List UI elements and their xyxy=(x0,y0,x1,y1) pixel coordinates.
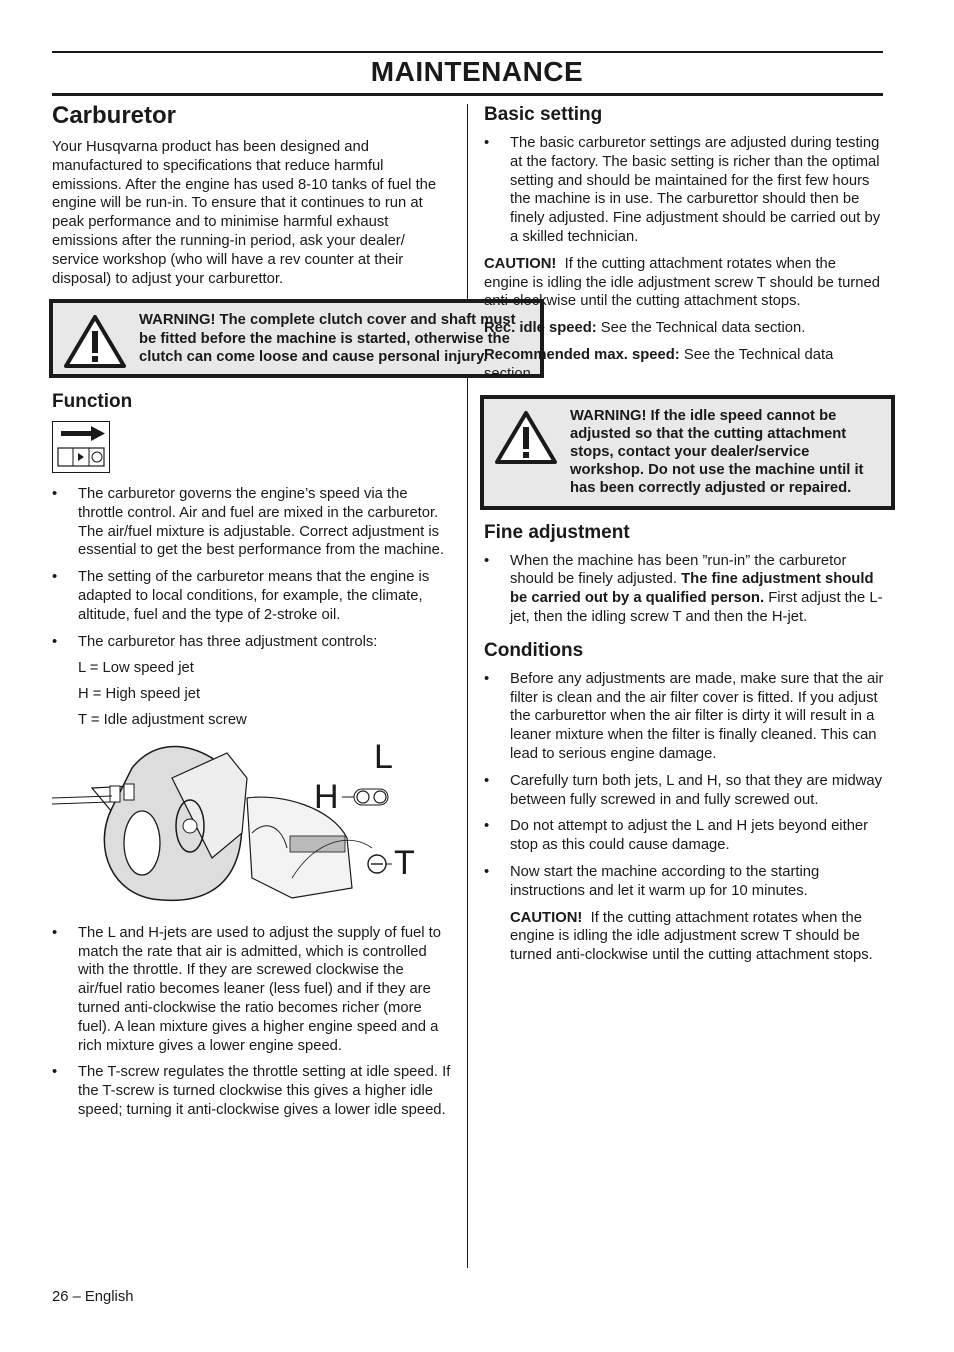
operating-procedure-icon xyxy=(52,421,110,473)
list-item: • The basic carburetor settings are adjusted during testing at the factory. The basic setting is richer than the optimal setting and should be maintained for the first few hours the machine is in use. The carburettor should then be finely adjusted. Fine adjustment should be carried out by a skilled technician. xyxy=(484,135,881,245)
conditions-list xyxy=(484,670,884,901)
basic-setting-title: Basic setting xyxy=(484,104,603,125)
list-item: • The carburetor governs the engine’s speed via the throttle control. Air and fuel are mixed in the carburetor. The air/fuel mixture is adjustable. Correct adjustment is essential to get the best performance from the machine. xyxy=(52,485,445,559)
header-bottom-rule xyxy=(52,93,883,96)
caution2-text: If the cutting attachment rotates when the engine is idling the idle adjustment screw T should be turned anti-clockwise until the cutting attachment stops. xyxy=(510,909,873,964)
rec-max-text: See the Technical data section. xyxy=(484,346,834,382)
list-item: • The setting of the carburetor means that the engine is adapted to local conditions, for example, the climate, altitude, fuel and the type of 2-stroke oil. xyxy=(52,569,430,623)
idle-warning-text: WARNING! If the idle speed cannot be adjusted so that the cutting attachment stops, contact your dealer/service workshop. Do not use the machine until it has been correctly adjusted or repaired. xyxy=(570,407,864,497)
list-item: • The L and H-jets are used to adjust the supply of fuel to match the rate that air is admitted, which is controlled with the throttle. If they are screwed clockwise the air/fuel ratio becomes leaner (less fuel) and if they are turned anti-clockwise the ratio becomes richer (more fuel). A lean mixture gives a higher engine speed and a rich mixture gives a lower engine speed. xyxy=(52,924,442,1054)
idle-warning-box xyxy=(480,395,895,510)
list-item: • The T-screw regulates the throttle setting at idle speed. If the T-screw is turned clockwise this gives a higher idle speed; turning it anti-clockwise gives a lower idle speed. xyxy=(52,1064,451,1118)
jet-bullets xyxy=(52,924,452,1120)
page-footer: 26 – English xyxy=(52,1289,134,1305)
warning-triangle-icon xyxy=(494,409,558,470)
caution-paragraph xyxy=(484,255,884,311)
control-t: T = Idle adjustment screw xyxy=(78,711,247,728)
rec-idle-text: See the Technical data section. xyxy=(600,320,806,337)
figure-label-h: H xyxy=(314,777,339,816)
list-item: • Carefully turn both jets, L and H, so that they are midway between fully screwed in and fully screwed out. xyxy=(484,772,883,808)
list-item: • The carburetor has three adjustment controls: xyxy=(52,633,378,650)
basic-setting-list xyxy=(484,134,884,247)
column-divider xyxy=(467,104,468,1268)
rec-idle-paragraph xyxy=(484,319,884,338)
caution2-paragraph xyxy=(484,909,884,965)
intro-paragraph: Your Husqvarna product has been designed and manufactured to specifications that reduce harmful emissions. After the engine has used 8-10 tanks of fuel the engine will be run-in. To ensure that it continues to run at peak performance and to minimise harmful exhaust emissions after the running-in period, ask your dealer/ service workshop (who will have a rev counter at their disposal) to adjust your carburettor. xyxy=(52,139,437,287)
conditions-title: Conditions xyxy=(484,639,584,661)
section-header: MAINTENANCE xyxy=(370,56,584,87)
control-h: H = High speed jet xyxy=(78,686,201,703)
control-l: L = Low speed jet xyxy=(78,660,194,677)
caution-text: If the cutting attachment rotates when the engine is idling the idle adjustment screw T should be turned anti-clockwise until the cutting attachment stops. xyxy=(484,255,880,310)
caution2-label: CAUTION! xyxy=(510,909,583,926)
function-title: Function xyxy=(52,390,133,412)
clutch-warning-text: WARNING! The complete clutch cover and shaft must be fitted before the machine is started, otherwise the clutch can come loose and cause personal injury. xyxy=(139,312,516,365)
figure-label-l: L xyxy=(374,737,393,776)
warning-triangle-icon xyxy=(63,313,127,374)
list-item: • Before any adjustments are made, make sure that the air filter is clean and the air filter cover is fitted. If you adjust the carburettor when the air filter is dirty it will result in a leaner mixture when the filter is finally cleaned. This can lead to serious engine damage. xyxy=(484,670,884,762)
header-top-rule xyxy=(52,51,883,53)
fine-adjustment-title: Fine adjustment xyxy=(484,521,630,543)
caution-label: CAUTION! xyxy=(484,255,557,272)
rec-max-label: Recommended max. speed: xyxy=(484,346,680,363)
rec-max-paragraph xyxy=(484,346,884,384)
function-bullets xyxy=(52,485,452,651)
carburetor-title: Carburetor xyxy=(52,102,177,129)
left-column xyxy=(52,100,516,1128)
figure-label-t: T xyxy=(394,843,415,882)
clutch-warning-box xyxy=(49,299,544,378)
list-item: • When the machine has been ”run-in” the carburetor should be finely adjusted. The fine adjustment should be carried out by a qualified person. First adjust the L-jet, then the idling screw T and then the H-jet. xyxy=(484,552,883,625)
fine-adjustment-list xyxy=(484,552,884,627)
right-column xyxy=(484,104,884,972)
list-item: • Now start the machine according to the starting instructions and let it warm up for 10 minutes. xyxy=(484,863,820,899)
rec-idle-label: Rec. idle speed: xyxy=(484,320,597,337)
list-item: • Do not attempt to adjust the L and H jets beyond either stop as this could cause damage. xyxy=(484,818,869,854)
carburetor-figure xyxy=(52,738,452,908)
